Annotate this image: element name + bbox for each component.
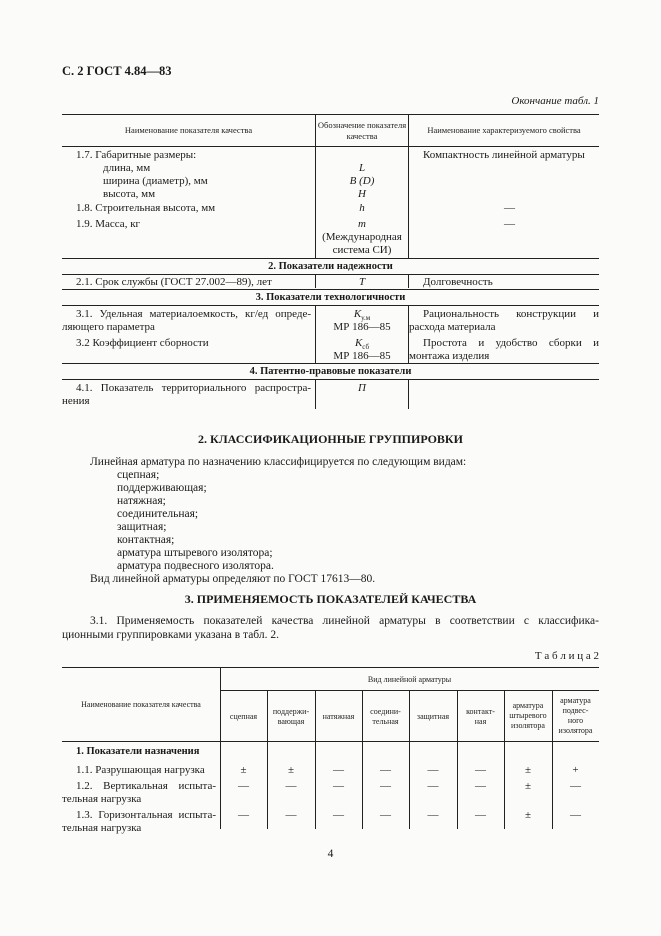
table-1-rule [62,274,599,275]
section-3-heading: 3. ПРИМЕНЯЕМОСТЬ ПОКАЗАТЕЛЕЙ КАЧЕСТВА [184,592,477,606]
header-line: подвес- [562,706,589,715]
table-row-name: 2.1. Срок службы (ГОСТ 27.002—89), лет [76,276,272,288]
table-row-property: Рациональность конструкции и [423,308,599,320]
table-row-name: ширина (диаметр), мм [103,175,208,187]
list-item: защитная; [117,521,167,533]
applicability-mark: + [572,764,579,776]
header-line: ная [474,717,487,726]
applicability-mark: — [475,764,486,776]
header-line: ного [567,716,584,725]
table-row-name: тельная нагрузка [62,822,142,834]
table-row-property: — [504,202,515,214]
header-line: контакт- [466,707,495,716]
applicability-mark: — [475,809,486,821]
applicability-mark: — [333,780,344,792]
applicability-mark: ± [524,809,532,821]
table-1-rule [62,305,599,306]
table-row-symbol-note: (Международная [322,231,402,243]
table-row-name: нения [62,395,90,407]
table-2-header-border [62,741,599,742]
applicability-mark: — [285,780,297,792]
applicability-mark: ± [524,764,532,776]
table-row-name: 1.9. Масса, кг [76,218,141,230]
applicability-mark: — [333,764,344,776]
applicability-mark: — [427,809,439,821]
applicability-mark: — [475,780,486,792]
symbol-letter: K [353,308,362,320]
page-header: С. 2 ГОСТ 4.84—83 [62,64,172,78]
applicability-mark: — [380,780,391,792]
table-1-col-name: Наименование показателя качества [124,125,253,135]
section-3-paragraph: ционными группировками указана в табл. 2. [62,629,279,641]
table-1-col-property: Наименование характеризуемого свойства [427,125,581,135]
applicability-mark: — [380,809,391,821]
table-1-section: 3. Показатели технологичности [255,292,406,303]
table-row-name: 1.7. Габаритные размеры: [76,149,197,161]
table-2-col-type [267,707,315,727]
applicability-mark: — [427,780,439,792]
header-line: тельная [372,717,399,726]
table-row-name: 4.1. Показатель территориального распростра- [76,382,311,394]
table-row-symbol: T [358,276,366,288]
table-row-name: 3.2 Коэффициент сборности [76,337,209,349]
header-line: арматура [560,696,591,705]
table-1-header-border [62,146,599,147]
table-row-symbol: B (D) [349,175,375,187]
header-line: сцепная [229,712,258,721]
symbol-subscript: у.м [361,314,371,323]
applicability-mark: — [380,764,391,776]
section-2-closing: Вид линейной арматуры определяют по ГОСТ 17613—80. [90,573,376,585]
table-row-symbol-ref: МР 186—85 [333,350,391,362]
table-row-property: монтажа изделия [409,350,490,362]
table-1-divider [408,274,409,288]
table-1-section: 2. Показатели надежности [268,261,393,272]
applicability-mark: ± [287,764,295,776]
table-2-col-name: Наименование показателя качества [81,700,201,709]
applicability-mark: — [427,764,439,776]
applicability-mark: — [285,809,297,821]
list-item: арматура штыревого изолятора; [117,547,273,559]
list-item: сцепная; [117,469,160,481]
applicability-mark: — [570,809,581,821]
applicability-mark: — [238,809,249,821]
list-item: натяжная; [117,495,166,507]
applicability-mark: ± [524,780,532,792]
table-row-property: Долговечность [423,276,493,288]
header-line: арматура [512,701,544,710]
table-row-symbol-ref: МР 186—85 [333,321,391,333]
list-item: соединительная; [117,508,199,520]
table-2-top-border [62,667,599,668]
applicability-mark: — [238,780,249,792]
table-row-property: Компактность линейной арматуры [423,149,585,161]
header-line: защитная [416,712,450,721]
table-row-name: 3.1. Удельная материалоемкость, кг/ед опреде- [76,308,311,320]
table-1-rule [62,289,599,290]
header-line: вающая [277,717,305,726]
table-1-col-symbol: Обозначение показателя качества [317,120,407,141]
section-2-heading: 2. КЛАССИФИКАЦИОННЫЕ ГРУППИРОВКИ [198,432,463,446]
list-item: поддерживающая; [117,482,207,494]
table-2-col-type [315,712,362,722]
table-row-symbol: H [358,188,366,200]
table-2-col-type [457,707,504,727]
table-row-name: тельная нагрузка [62,793,142,805]
table-2-col-type [362,707,409,727]
applicability-mark: ± [240,764,247,776]
table-2-col-type [409,712,457,722]
table-2-col-type [552,696,599,736]
table-1-rule [62,363,599,364]
section-3-paragraph: 3.1. Применяемость показателей качества линейной арматуры в соответствии с классифика- [90,615,599,627]
applicability-mark: — [333,809,344,821]
table-1-divider [408,379,409,409]
table-2-divider [220,667,221,829]
table-row-symbol: m [358,218,366,230]
header-line: натяжная [322,712,355,721]
table-1-rule [62,258,599,259]
table-row-name: длина, мм [103,162,151,174]
header-line: изолятора [558,726,593,735]
table-continuation-caption: Окончание табл. 1 [511,95,599,107]
table-2-group-header: Вид линейной арматуры [367,675,452,684]
table-row-name: 1.1. Разрушающая нагрузка [76,764,205,776]
table-row-name: 1.2. Вертикальная испыта- [76,780,216,792]
table-row-property: — [504,218,515,230]
table-row-symbol: П [358,382,366,394]
table-row-name: 1.8. Строительная высота, мм [76,202,216,214]
table-row-name: высота, мм [103,188,156,200]
table-1-rule [62,379,599,380]
applicability-mark: — [570,780,581,792]
header-line: изолятора [511,721,545,730]
header-line: поддержи- [272,707,310,716]
list-item: арматура подвесного изолятора. [117,560,274,572]
symbol-subscript: сб [362,343,370,352]
table-2-section: 1. Показатели назначения [76,746,200,757]
header-line: штыревого [509,711,547,720]
table-row-property: расхода материала [409,321,496,333]
table-row-symbol: h [359,202,365,214]
table-1-section: 4. Патентно-правовые показатели [249,366,412,377]
table-2-caption: Т а б л и ц а 2 [534,650,599,662]
table-row-symbol: L [358,162,366,174]
table-row-property: Простота и удобство сборки и [423,337,599,349]
page-number: 4 [327,848,334,860]
symbol-letter: K [354,337,363,349]
table-1-top-border [62,114,599,115]
header-line: соедини- [370,707,401,716]
list-item: контактная; [117,534,175,546]
section-2-intro: Линейная арматура по назначению классифицируется по следующим видам: [90,456,467,468]
table-row-name: 1.3. Горизонтальная испыта- [76,809,216,821]
table-row-name: ляющего параметра [62,321,155,333]
table-row-symbol-note: система СИ) [332,244,392,256]
table-2-col-type [504,701,552,731]
table-2-col-type [220,712,267,722]
